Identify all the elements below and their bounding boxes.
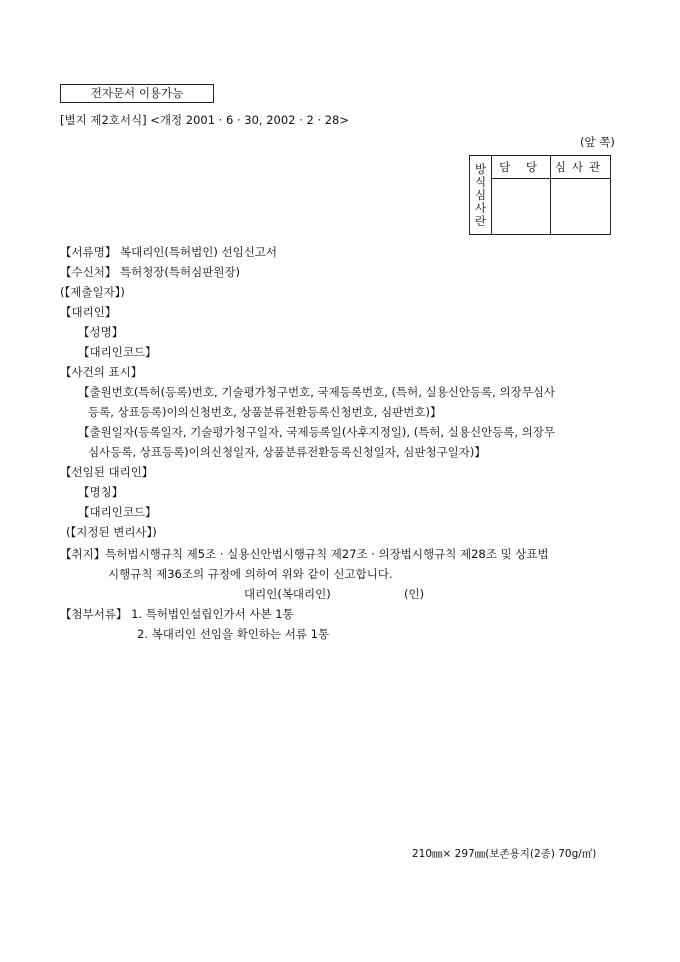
signer-label: 대리인(복대리인) (244, 587, 331, 601)
application-number-line-2: 등록, 상표등록)이의신청번호, 상품분류전환등록신청번호, 심판번호)】 (88, 405, 442, 419)
approval-side-label: 방식심사란 (470, 156, 492, 234)
approval-col-officer: 담 당 (492, 156, 551, 179)
page-side-label: (앞 쪽) (580, 135, 615, 149)
application-date-line-2: 심사등록, 상표등록)이의신청일자, 상품분류전환등록신청일자, 심판청구일자)】 (88, 445, 486, 459)
purpose-line-2: 시행규칙 제36조의 규정에 의하여 위와 같이 신고합니다. (108, 567, 393, 581)
appointed-agent-heading: 【선임된 대리인】 (60, 465, 154, 479)
submission-date-line: (【제출일자】) (60, 285, 125, 299)
attachments-line: 【첨부서류】 1. 특허법인설립인가서 사본 1통 (60, 607, 294, 621)
application-number-line: 【출원번호(특허(등록)번호, 기술평가청구번호, 국제등록번호, (특허, 실용신안등록, 의장무심사 (78, 385, 556, 399)
form-reference: [별지 제2호서식] <개정 2001 · 6 · 30, 2002 · 2 · 28> (60, 113, 350, 127)
seal-mark: (인) (404, 587, 425, 601)
appointed-code-line: 【대리인코드】 (78, 505, 157, 519)
recipient-line: 【수신처】 특허청장(특허심판원장) (60, 265, 241, 279)
agent-heading: 【대리인】 (60, 305, 117, 319)
application-date-line: 【출원일자(등록일자, 기술평가청구일자, 국제등록일(사후지정일), (특허, 실용신안등록, 의장무 (78, 425, 556, 439)
appointed-name-line: 【명칭】 (78, 485, 124, 499)
approval-divider (550, 179, 551, 234)
approval-col-examiner: 심사관 (551, 156, 610, 179)
agent-name-line: 【성명】 (78, 325, 124, 339)
attachments-line-2: 2. 복대리인 선임을 확인하는 서류 1통 (137, 627, 330, 641)
document-name-line: 【서류명】 복대리인(특허법인) 선임신고서 (60, 245, 278, 259)
agent-code-line: 【대리인코드】 (78, 345, 157, 359)
paper-spec-footer: 210㎜× 297㎜(보존용지(2종) 70g/㎡) (412, 848, 597, 860)
case-heading: 【사건의 표시】 (60, 365, 143, 379)
designated-attorney-line: (【지정된 변리사】) (66, 525, 157, 539)
approval-table (469, 155, 611, 235)
electronic-document-badge: 전자문서 이용가능 (60, 84, 214, 103)
purpose-line: 【취지】특허법시행규칙 제5조 · 실용신안법시행규칙 제27조 · 의장법시행규칙 제28조 및 상표법 (60, 547, 549, 561)
